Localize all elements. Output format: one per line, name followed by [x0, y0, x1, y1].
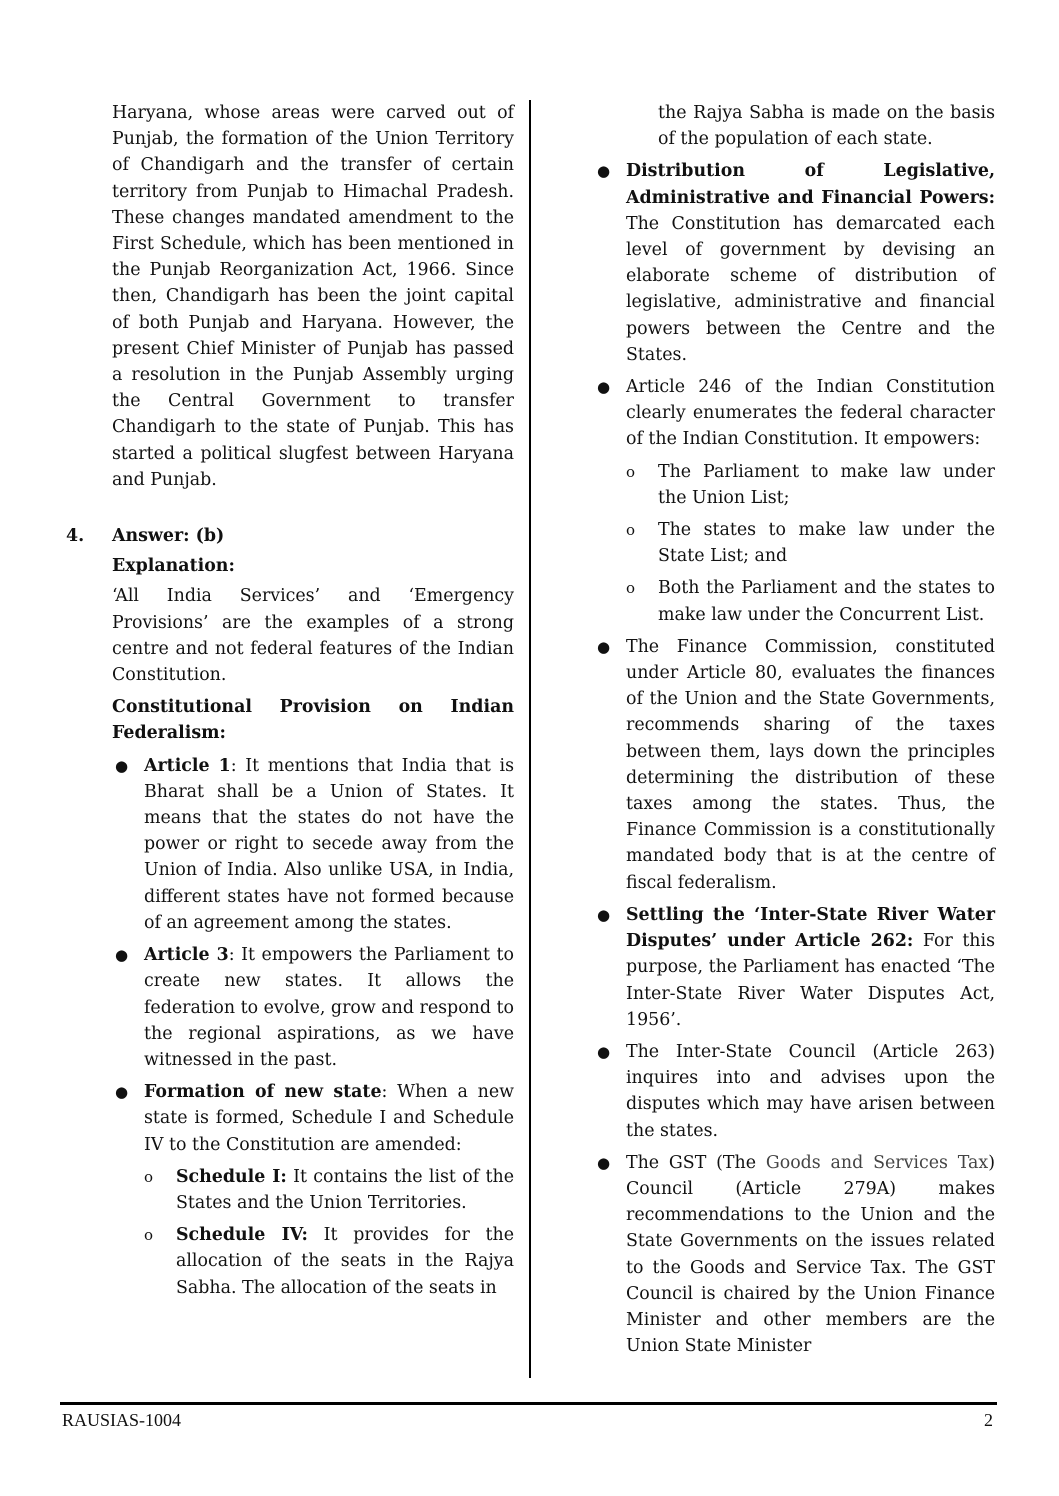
- sub-list-item: o The Parliament to make law under the Union List;: [658, 459, 995, 511]
- sub-list-item: o Both the Parliament and the states to make law under the Concurrent List.: [658, 575, 995, 627]
- bullet-icon: ●: [597, 378, 611, 397]
- list-item: ● The GST (The Goods and Services Tax) Council (Article 279A) makes recommendations to the Union and the State Governments on the issues related to the Goods and Service Tax. The GST Council is chaired by the Union Finance Minister and other members are the Union State Minister: [626, 1150, 995, 1360]
- sub-bullet-icon: o: [626, 521, 636, 540]
- sub-bullet-icon: o: [626, 579, 636, 598]
- question-number: 4.: [66, 526, 85, 547]
- question-block: [66, 523, 514, 1301]
- bullet-icon: ●: [597, 637, 611, 656]
- sub-list-item: o Schedule I: It contains the list of the States and the Union Territories.: [176, 1164, 514, 1216]
- bullet-icon: ●: [115, 756, 129, 775]
- list-item: ● Distribution of Legislative, Administrative and Financial Powers: The Constitution has demarcated each level of government by devising an elaborate scheme of distribution of legislative, administrative and financial powers between the Centre and the States.: [626, 158, 995, 368]
- bullet-icon: ●: [597, 162, 611, 181]
- list-item: ● Article 1: It mentions that India that is Bharat shall be a Union of States. It means that the states do not have the power or right to secede away from the Union of India. Also unlike USA, in India, different states have not formed because of an agreement among the states.: [144, 753, 514, 936]
- sub-list-item: o Schedule IV: It provides for the allocation of the seats in the Rajya Sabha. The allocation of the seats in: [176, 1222, 514, 1301]
- left-column: [66, 100, 514, 1301]
- list-item: ● Article 246 of the Indian Constitution clearly enumerates the federal character of the Indian Constitution. It empowers:: [626, 374, 995, 453]
- answer-label: Answer: (b): [112, 526, 225, 547]
- bullet-icon: ●: [597, 1042, 611, 1061]
- bullet-icon: ●: [115, 1083, 129, 1102]
- bullet-icon: ●: [597, 1153, 611, 1172]
- bullet-icon: ●: [597, 905, 611, 924]
- sub-bullet-icon: o: [626, 462, 636, 481]
- sub-bullet-icon: o: [144, 1167, 154, 1186]
- footer-code: RAUSIAS-1004: [62, 1410, 182, 1430]
- list-item: ● The Inter-State Council (Article 263) inquires into and advises upon the disputes which may have arisen between the states.: [626, 1039, 995, 1144]
- provision-heading: Constitutional Provision on Indian Federalism:: [112, 697, 514, 744]
- footer-rule: [60, 1402, 997, 1405]
- paragraph-continuation: Haryana, whose areas were carved out of Punjab, the formation of the Union Territory of Chandigarh and the transfer of certain territory from Punjab to Himachal Pradesh. These changes mandated amendment to the First Schedule, which has been mentioned in the Punjab Reorganization Act, 1966. Since then, Chandigarh has been the joint capital of both Punjab and Haryana. However, the present Chief Minister of Punjab has passed a resolution in the Punjab Assembly urging the Central Government to transfer Chandigarh to the state of Punjab. This has started a political slugfest between Haryana and Punjab.: [112, 103, 514, 490]
- explanation-label: Explanation:: [112, 556, 235, 577]
- paragraph-continuation: the Rajya Sabha is made on the basis of the population of each state.: [658, 103, 995, 150]
- list-item: ● The Finance Commission, constituted under Article 80, evaluates the finances of the Union and the State Governments, recommends sharing of the taxes between them, lays down the principles determining the distribution of these taxes among the states. Thus, the Finance Commission is a constitutionally mandated body that is at the centre of fiscal federalism.: [626, 634, 995, 896]
- sub-list-item: o The states to make law under the State List; and: [658, 517, 995, 569]
- list-item: ● Article 3: It empowers the Parliament to create new states. It allows the federation to evolve, grow and respond to the regional aspirations, as we have witnessed in the past.: [144, 942, 514, 1073]
- list-item: ● Settling the ‘Inter-State River Water Disputes’ under Article 262: For this purpose, the Parliament has enacted ‘The Inter-State River Water Disputes Act, 1956’.: [626, 902, 995, 1033]
- bullet-icon: ●: [115, 946, 129, 965]
- list-item: ● Formation of new state: When a new state is formed, Schedule I and Schedule IV to the Constitution are amended:: [144, 1079, 514, 1158]
- page-number: 2: [984, 1410, 993, 1430]
- column-divider: [529, 100, 531, 1378]
- right-column: [597, 100, 995, 1359]
- sub-bullet-icon: o: [144, 1226, 154, 1245]
- explanation-text: ‘All India Services’ and ‘Emergency Provisions’ are the examples of a strong centre and not federal features of the Indian Constitution.: [112, 586, 514, 686]
